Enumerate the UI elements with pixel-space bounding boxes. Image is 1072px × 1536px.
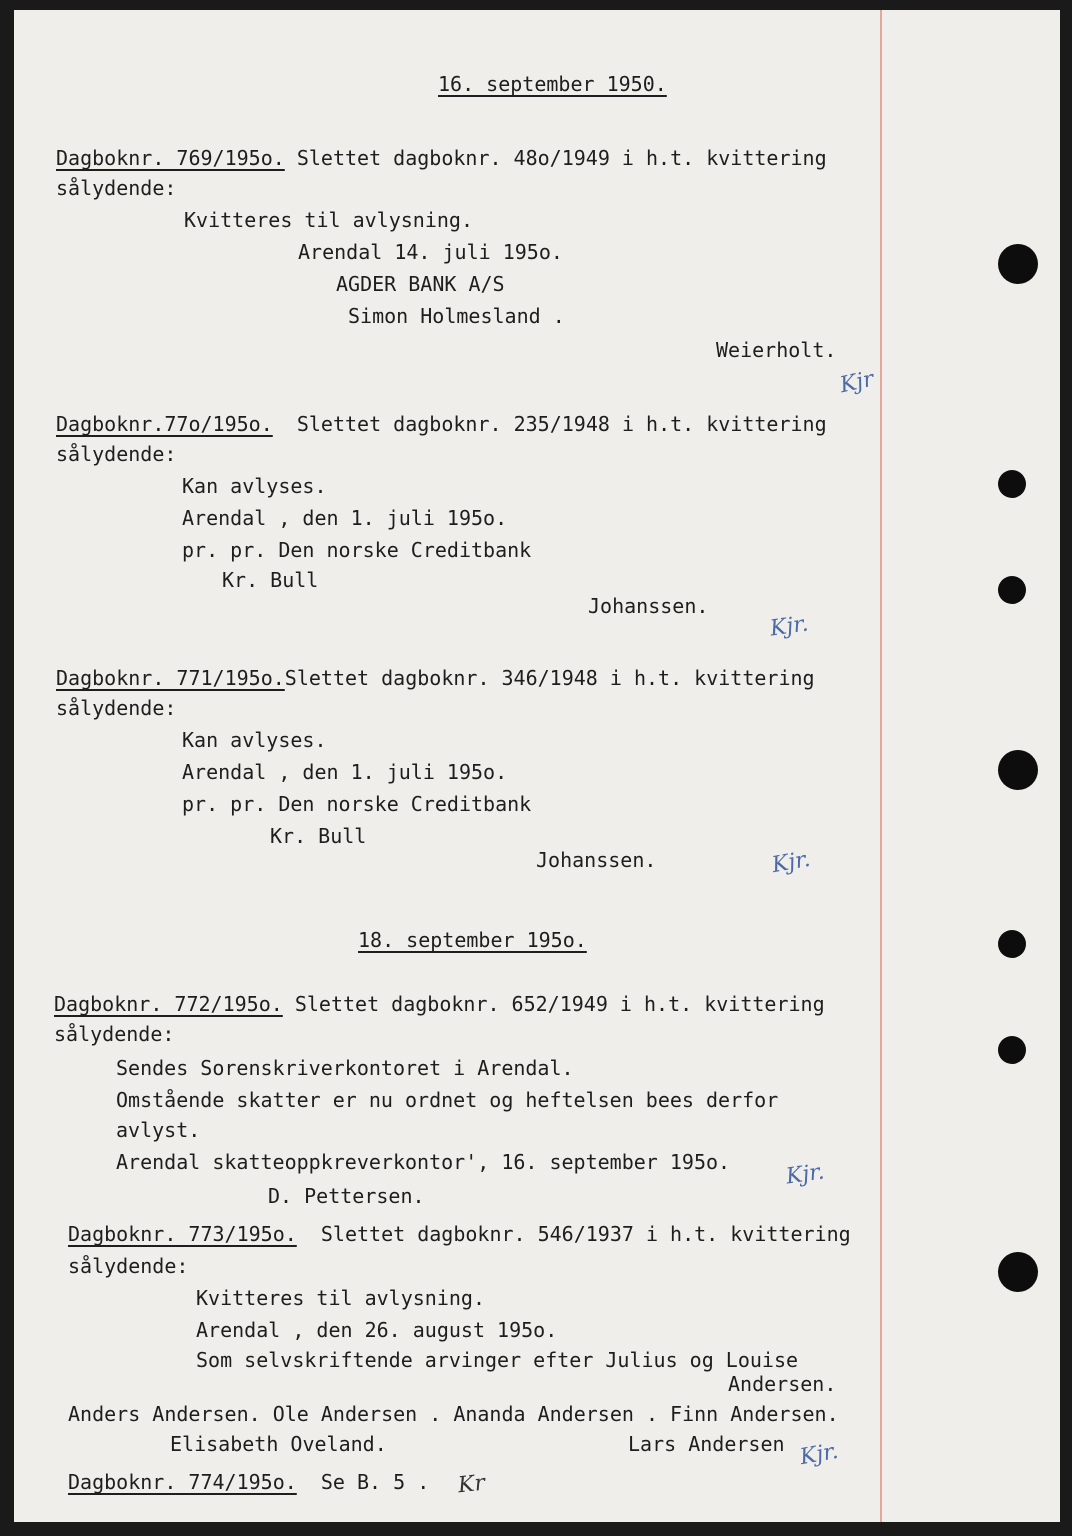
entry-line: avlyst. bbox=[116, 1118, 201, 1142]
entry-line: sålydende: bbox=[68, 1254, 189, 1278]
entry-ref: Dagboknr. 769/195o. bbox=[56, 146, 285, 170]
entry-line: sålydende: bbox=[56, 176, 177, 200]
entry-line: Omstående skatter er nu ordnet og heftelsen bees derfor bbox=[116, 1088, 779, 1112]
margin-line bbox=[880, 10, 882, 1522]
entry-line: Kvitteres til avlysning. bbox=[196, 1286, 485, 1310]
entry-line: sålydende: bbox=[56, 442, 177, 466]
entry-line: Weierholt. bbox=[716, 338, 837, 362]
date-heading: 18. september 195o. bbox=[358, 928, 587, 952]
binder-hole bbox=[998, 930, 1026, 958]
entry-ref: Dagboknr. 773/195o. bbox=[68, 1222, 297, 1246]
entry-line: Kr. Bull bbox=[222, 568, 319, 592]
entry-line: Andersen. bbox=[728, 1372, 837, 1396]
entry-line: Lars Andersen bbox=[628, 1432, 785, 1456]
entry-773-line1: Dagboknr. 773/195o. Slettet dagboknr. 546/1937 i h.t. kvittering bbox=[68, 1222, 851, 1246]
entry-line: Simon Holmesland . bbox=[348, 304, 565, 328]
entry-line: Arendal , den 26. august 195o. bbox=[196, 1318, 558, 1342]
entry-line: Arendal , den 1. juli 195o. bbox=[182, 506, 508, 530]
entry-line: D. Pettersen. bbox=[268, 1184, 425, 1208]
entry-line: Johanssen. bbox=[588, 594, 709, 618]
entry-772-line1: Dagboknr. 772/195o. Slettet dagboknr. 652/1949 i h.t. kvittering bbox=[54, 992, 825, 1016]
binder-hole bbox=[998, 470, 1026, 498]
entry-771-line1: Dagboknr. 771/195o.Slettet dagboknr. 346/1948 i h.t. kvittering bbox=[56, 666, 815, 690]
entry-line: sålydende: bbox=[56, 696, 177, 720]
handwritten-initials: Kjr bbox=[837, 366, 877, 399]
entry-line: Anders Andersen. Ole Andersen . Ananda Andersen . Finn Andersen. bbox=[68, 1402, 839, 1426]
handwritten-initials: Kjr. bbox=[784, 1159, 826, 1190]
date-heading: 16. september 1950. bbox=[438, 72, 667, 96]
entry-769-line1: Dagboknr. 769/195o. Slettet dagboknr. 48o/1949 i h.t. kvittering bbox=[56, 146, 827, 170]
entry-line: Arendal 14. juli 195o. bbox=[298, 240, 563, 264]
entry-ref: Dagboknr.77o/195o. bbox=[56, 412, 273, 436]
entry-line: AGDER BANK A/S bbox=[336, 272, 505, 296]
binder-hole bbox=[998, 750, 1038, 790]
binder-hole bbox=[998, 1252, 1038, 1292]
entry-line: Kr. Bull bbox=[270, 824, 367, 848]
entry-line: Johanssen. bbox=[536, 848, 657, 872]
entry-line: Arendal , den 1. juli 195o. bbox=[182, 760, 508, 784]
entry-line: Elisabeth Oveland. bbox=[170, 1432, 387, 1456]
entry-line: pr. pr. Den norske Creditbank bbox=[182, 792, 532, 816]
entry-line: sålydende: bbox=[54, 1022, 175, 1046]
handwritten-initials: Kr bbox=[456, 1470, 487, 1499]
entry-line: Kan avlyses. bbox=[182, 474, 327, 498]
handwritten-initials: Kjr. bbox=[770, 846, 813, 879]
binder-hole bbox=[998, 244, 1038, 284]
entry-line: pr. pr. Den norske Creditbank bbox=[182, 538, 532, 562]
entry-line: Kvitteres til avlysning. bbox=[184, 208, 473, 232]
handwritten-initials: Kjr. bbox=[768, 611, 810, 642]
entry-line: Som selvskriftende arvinger efter Julius og Louise bbox=[196, 1348, 799, 1372]
entry-line: Kan avlyses. bbox=[182, 728, 327, 752]
entry-ref: Dagboknr. 772/195o. bbox=[54, 992, 283, 1016]
entry-ref: Dagboknr. 774/195o. bbox=[68, 1470, 297, 1494]
entry-ref: Dagboknr. 771/195o. bbox=[56, 666, 285, 690]
binder-hole bbox=[998, 1036, 1026, 1064]
entry-774-line1: Dagboknr. 774/195o. Se B. 5 . bbox=[68, 1470, 430, 1494]
entry-line: Sendes Sorenskriverkontoret i Arendal. bbox=[116, 1056, 574, 1080]
handwritten-initials: Kjr. bbox=[798, 1438, 841, 1471]
document-page bbox=[14, 10, 1060, 1522]
binder-hole bbox=[998, 576, 1026, 604]
entry-770-line1: Dagboknr.77o/195o. Slettet dagboknr. 235/1948 i h.t. kvittering bbox=[56, 412, 827, 436]
entry-line: Arendal skatteoppkreverkontor', 16. september 195o. bbox=[116, 1150, 731, 1174]
